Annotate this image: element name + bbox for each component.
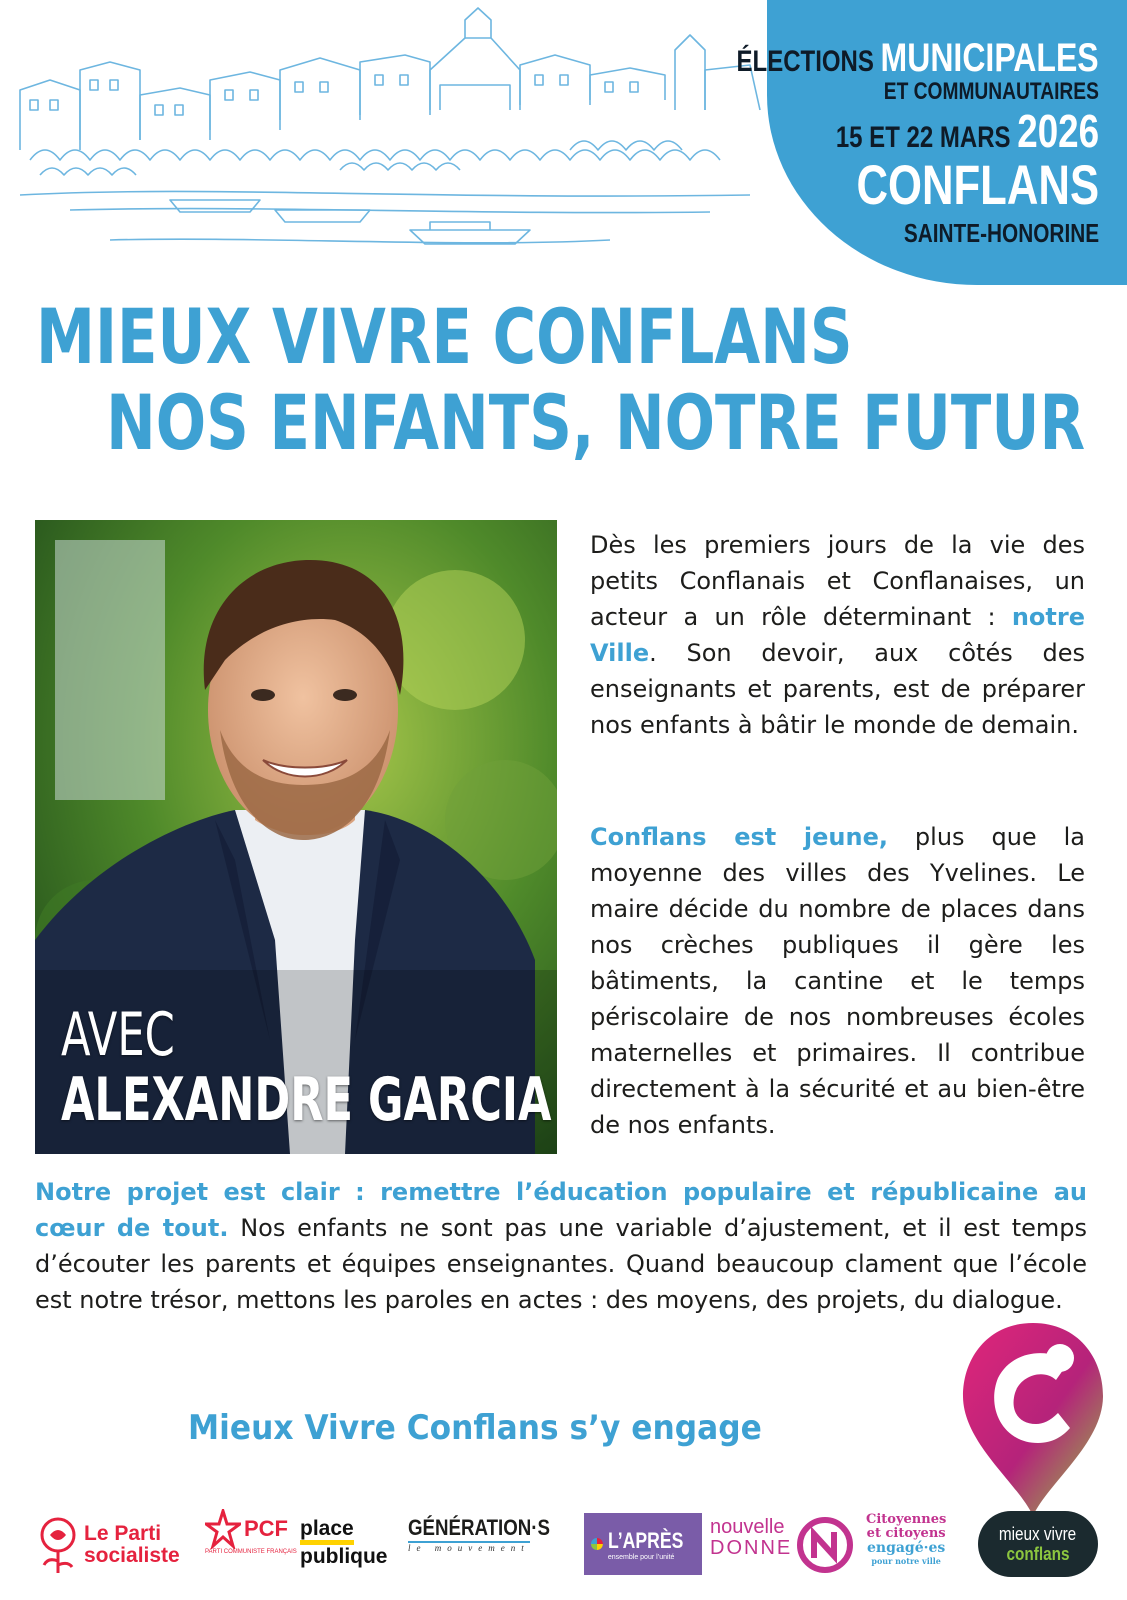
election-badge	[736, 0, 1127, 285]
logo-cc-line1: Citoyennes	[866, 1512, 947, 1527]
paragraph-youth-after: plus que la moyenne des villes des Yvelines. Le maire décide du nombre de places dans nos crèches publiques il gère les bâtiments, la cantine et le temps périscolaire de nos nombreuses écoles maternelles et primaires. Il contribue directement à la sécurité et au bien-être de nos enfants.	[590, 823, 1086, 1139]
logo-pcf	[205, 1509, 297, 1579]
logo-pp-line1: place	[300, 1518, 354, 1545]
logo-generations-sub: le mouvement	[408, 1543, 530, 1553]
mieux-vivre-conflans-pin-logo	[958, 1318, 1108, 1518]
logo-place-publique	[300, 1509, 388, 1577]
paragraph-project	[35, 1174, 1087, 1318]
paragraph-intro-after: . Son devoir, aux côtés des enseignants et parents, est de préparer nos enfants à bâtir le monde de demain.	[590, 639, 1085, 739]
logo-citoyennes-citoyens	[866, 1513, 946, 1575]
paragraph-youth-highlight: Conflans est jeune,	[590, 823, 888, 851]
logo-nouvelle-donne-mark	[796, 1515, 854, 1575]
badge-city: CONFLANS	[856, 153, 1099, 216]
photo-caption-avec: AVEC	[61, 1000, 175, 1070]
logo-pp-line2: publique	[300, 1544, 388, 1568]
photo-caption-name: ALEXANDRE GARCIA	[61, 1065, 552, 1135]
badge-elections: ÉLECTIONS	[736, 45, 875, 78]
badge-communautaires: ET COMMUNAUTAIRES	[883, 78, 1099, 105]
logo-mieux-vivre-conflans	[978, 1511, 1098, 1577]
paragraph-intro	[590, 527, 1085, 743]
badge-dates: 15 ET 22 MARS	[835, 121, 1011, 154]
logo-mvc-line1: mieux vivre	[999, 1524, 1077, 1544]
logo-generations-label: GÉNÉRATION·S	[408, 1515, 550, 1540]
headline-line-1: MIEUX VIVRE CONFLANS	[36, 292, 853, 381]
logo-lapres	[584, 1513, 702, 1575]
rose-icon	[36, 1515, 80, 1575]
city-sketch-illustration	[10, 0, 770, 262]
paragraph-project-highlight: Notre projet est clair : remettre l’éducation populaire et républicaine au cœur de tout.	[35, 1178, 1087, 1242]
badge-city-sub: SAINTE-HONORINE	[903, 218, 1099, 248]
slogan: Mieux Vivre Conflans s’y engage	[188, 1408, 762, 1448]
logo-cc-line4: pour notre ville	[871, 1556, 941, 1566]
paragraph-youth	[590, 819, 1085, 1143]
badge-municipales: MUNICIPALES	[880, 36, 1099, 80]
logo-pcf-sub: PARTI COMMUNISTE FRANÇAIS	[205, 1549, 297, 1555]
candidate-photo	[35, 520, 557, 1154]
logo-lapres-label: L’APRÈS	[607, 1527, 684, 1553]
logo-cc-line2: et citoyens	[866, 1526, 946, 1541]
pinwheel-icon	[590, 1530, 604, 1558]
logo-parti-socialiste	[36, 1505, 180, 1585]
logo-generations	[408, 1515, 575, 1575]
paragraph-project-after: Nos enfants ne sont pas une variable d’ajustement, et il est temps d’écouter les parents et équipes enseignantes. Quand beaucoup clament que l’école est notre trésor, mettons les paroles en actes : des moyens, des projets, du dialogue.	[35, 1214, 1087, 1314]
badge-dates-line	[836, 104, 1099, 158]
badge-year: 2026	[1017, 105, 1099, 157]
logo-cc-line3: engagé·es	[866, 1540, 946, 1556]
badge-elections-line	[737, 36, 1099, 81]
partner-logos	[0, 1505, 1127, 1595]
logo-mvc-line2: conflans	[1006, 1544, 1070, 1564]
logo-nd-line2: DONNE	[710, 1537, 793, 1559]
logo-nd-line1: nouvelle	[710, 1516, 785, 1538]
logo-lapres-sub: ensemble pour l’unité	[607, 1553, 675, 1561]
star-icon	[205, 1509, 241, 1549]
headline-line-2: NOS ENFANTS, NOTRE FUTUR	[106, 378, 1085, 467]
logo-ps-line2: socialiste	[84, 1544, 180, 1567]
logo-ps-line1: Le Parti	[84, 1522, 162, 1545]
nd-n-icon	[796, 1516, 854, 1574]
paragraph-intro-highlight: notre Ville	[590, 603, 1085, 667]
logo-pcf-label: PCF	[244, 1516, 288, 1541]
paragraph-intro-before: Dès les premiers jours de la vie des petits Conflanais et Conflanaises, un acteur a un rôle déterminant :	[590, 531, 1085, 631]
logo-nouvelle-donne	[710, 1517, 792, 1573]
